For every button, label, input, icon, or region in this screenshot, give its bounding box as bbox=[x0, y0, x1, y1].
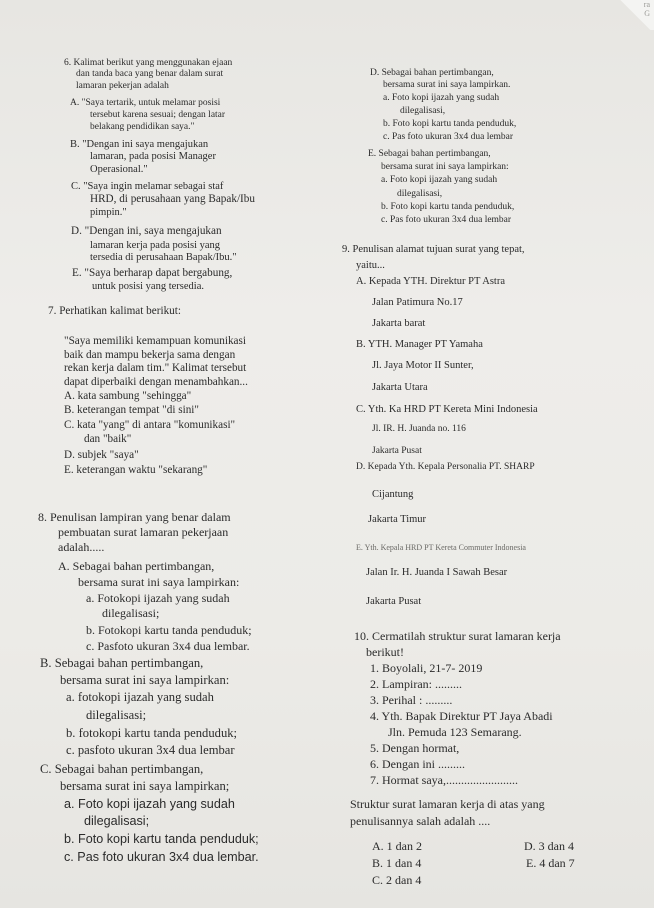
q9-option-a-line: Jakarta barat bbox=[372, 318, 426, 329]
q7-quote-line: "Saya memiliki kemampuan komunikasi bbox=[64, 335, 246, 347]
q10-option-d: D. 3 dan 4 bbox=[524, 839, 574, 853]
q7-quote-line: baik dan mampu bekerja sama dengan bbox=[64, 349, 236, 361]
q9-option-c-line: Jl. IR. H. Juanda no. 116 bbox=[372, 424, 466, 434]
q6-cont-line: dilegalisasi, bbox=[397, 189, 443, 199]
q8-stem-line: adalah..... bbox=[58, 540, 105, 554]
q9-stem-line: 9. Penulisan alamat tujuan surat yang tepat, bbox=[342, 244, 525, 255]
q10-item: 7. Hormat saya,........................ bbox=[370, 773, 518, 787]
q10-question-line: penulisannya salah adalah .... bbox=[350, 814, 491, 828]
q8-option-b-line: dilegalisasi; bbox=[86, 708, 147, 722]
q8-option-a-line: a. Fotokopi ijazah yang sudah bbox=[86, 591, 230, 605]
q6-option-e-line: untuk posisi yang tersedia. bbox=[92, 281, 204, 292]
q10-option-e: E. 4 dan 7 bbox=[526, 856, 575, 870]
q10-option-b: B. 1 dan 4 bbox=[372, 856, 422, 870]
q8-option-a-line: c. Pasfoto ukuran 3x4 dua lembar. bbox=[86, 639, 250, 653]
q7-quote-line: rekan kerja dalam tim." Kalimat tersebut bbox=[64, 362, 247, 374]
q7-stem: 7. Perhatikan kalimat berikut: bbox=[48, 305, 181, 317]
q10-item: 5. Dengan hormat, bbox=[370, 741, 460, 755]
q6-option-b-line: Operasional." bbox=[90, 164, 148, 175]
q8-option-b-line: c. pasfoto ukuran 3x4 dua lembar bbox=[66, 743, 235, 757]
q7-option-e: E. keterangan waktu "sekarang" bbox=[64, 464, 208, 476]
q7-option-a: A. kata sambung "sehingga" bbox=[64, 390, 192, 402]
q6-option-c: C. "Saya ingin melamar sebagai staf bbox=[71, 181, 224, 192]
q9-option-e-line: Jakarta Pusat bbox=[366, 596, 422, 607]
q8-option-c-line: b. Foto kopi kartu tanda penduduk; bbox=[64, 832, 259, 846]
q6-cont-line: bersama surat ini saya lampirkan: bbox=[381, 162, 509, 172]
q10-item: 2. Lampiran: ......... bbox=[370, 677, 462, 691]
q6-stem-line: dan tanda baca yang benar dalam surat bbox=[76, 69, 224, 79]
q6-cont-option-d: D. Sebagai bahan pertimbangan, bbox=[370, 68, 494, 78]
q6-option-e: E. "Saya berharap dapat bergabung, bbox=[72, 267, 233, 279]
q6-stem-line: 6. Kalimat berikut yang menggunakan ejaan bbox=[64, 58, 233, 68]
q6-option-d: D. "Dengan ini, saya mengajukan bbox=[71, 225, 222, 237]
q9-stem-line: yaitu... bbox=[356, 260, 385, 271]
q6-option-d-line: tersedia di perusahaan Bapak/Ibu." bbox=[90, 252, 237, 263]
q7-option-b: B. keterangan tempat "di sini" bbox=[64, 404, 199, 416]
q6-cont-line: c. Pas foto ukuran 3x4 dua lembar bbox=[381, 215, 512, 225]
q6-cont-line: bersama surat ini saya lampirkan. bbox=[383, 80, 511, 90]
q8-option-b: B. Sebagai bahan pertimbangan, bbox=[40, 656, 204, 670]
q6-option-b-line: lamaran, pada posisi Manager bbox=[90, 151, 216, 162]
q6-cont-line: dilegalisasi, bbox=[400, 106, 446, 116]
q6-cont-line: a. Foto kopi ijazah yang sudah bbox=[381, 175, 498, 185]
q8-option-c: C. Sebagai bahan pertimbangan, bbox=[40, 762, 204, 776]
q9-option-a: A. Kepada YTH. Direktur PT Astra bbox=[356, 276, 506, 287]
q10-item: 1. Boyolali, 21-7- 2019 bbox=[370, 661, 483, 675]
q7-option-d: D. subjek "saya" bbox=[64, 449, 139, 461]
q8-option-c-line: a. Foto kopi ijazah yang sudah bbox=[64, 797, 235, 811]
q10-item: 4. Yth. Bapak Direktur PT Jaya Abadi bbox=[370, 709, 553, 723]
q7-quote-line: dapat diperbaiki dengan menambahkan... bbox=[64, 376, 248, 388]
q9-option-e-line: Jalan Ir. H. Juanda I Sawah Besar bbox=[366, 567, 508, 578]
q9-option-b: B. YTH. Manager PT Yamaha bbox=[356, 339, 483, 350]
q10-stem-line: 10. Cermatilah struktur surat lamaran kerja bbox=[354, 629, 561, 643]
q6-option-a-line: belakang pendidikan saya." bbox=[90, 122, 195, 132]
q6-cont-option-e: E. Sebagai bahan pertimbangan, bbox=[368, 149, 491, 159]
q9-option-b-line: Jl. Jaya Motor II Sunter, bbox=[372, 360, 474, 371]
q7-option-c-line: dan "baik" bbox=[84, 433, 132, 445]
q8-option-a-line: bersama surat ini saya lampirkan: bbox=[78, 575, 240, 589]
q10-item: 6. Dengan ini ......... bbox=[370, 757, 465, 771]
q9-option-d-line: Jakarta Timur bbox=[368, 514, 427, 525]
q6-option-a: A. "Saya tertarik, untuk melamar posisi bbox=[70, 98, 221, 108]
q8-option-a-line: dilegalisasi; bbox=[102, 606, 160, 620]
q8-stem-line: 8. Penulisan lampiran yang benar dalam bbox=[38, 510, 231, 524]
q6-option-d-line: lamaran kerja pada posisi yang bbox=[90, 240, 221, 251]
q10-question-line: Struktur surat lamaran kerja di atas yang bbox=[350, 797, 545, 811]
q9-option-a-line: Jalan Patimura No.17 bbox=[372, 297, 463, 308]
q8-option-b-line: bersama surat ini saya lampirkan: bbox=[60, 673, 230, 687]
q9-option-d: D. Kepada Yth. Kepala Personalia PT. SHARP bbox=[356, 462, 535, 472]
q10-option-a: A. 1 dan 2 bbox=[372, 839, 422, 853]
q9-option-c-line: Jakarta Pusat bbox=[372, 446, 422, 456]
q6-option-c-line: HRD, di perusahaan yang Bapak/Ibu bbox=[90, 193, 255, 205]
q8-option-b-line: a. fotokopi ijazah yang sudah bbox=[66, 690, 214, 704]
q8-option-c-line: c. Pas foto ukuran 3x4 dua lembar. bbox=[64, 850, 259, 864]
q6-cont-line: c. Pas foto ukuran 3x4 dua lembar bbox=[383, 132, 514, 142]
q6-option-a-line: tersebut karena sesuai; dengan latar bbox=[90, 110, 226, 120]
q6-cont-line: a. Foto kopi ijazah yang sudah bbox=[383, 93, 500, 103]
q10-item: 3. Perihal : ......... bbox=[370, 693, 453, 707]
q10-stem-line: berikut! bbox=[366, 645, 404, 659]
q8-option-a-line: b. Fotokopi kartu tanda penduduk; bbox=[86, 623, 252, 637]
q9-option-c: C. Yth. Ka HRD PT Kereta Mini Indonesia bbox=[356, 404, 538, 415]
q8-stem-line: pembuatan surat lamaran pekerjaan bbox=[58, 525, 229, 539]
q10-item-line: Jln. Pemuda 123 Semarang. bbox=[388, 725, 522, 739]
q7-option-c: C. kata "yang" di antara "komunikasi" bbox=[64, 419, 236, 431]
q8-option-c-line: bersama surat ini saya lampirkan; bbox=[60, 779, 230, 793]
q6-cont-line: b. Foto kopi kartu tanda penduduk, bbox=[383, 119, 517, 129]
page-corner: ra G bbox=[610, 0, 654, 30]
q6-option-c-line: pimpin." bbox=[90, 207, 127, 218]
q9-option-d-line: Cijantung bbox=[372, 489, 414, 500]
q8-option-a: A. Sebagai bahan pertimbangan, bbox=[58, 559, 215, 573]
q6-option-b: B. "Dengan ini saya mengajukan bbox=[70, 139, 209, 150]
q8-option-b-line: b. fotokopi kartu tanda penduduk; bbox=[66, 726, 238, 740]
q10-option-c: C. 2 dan 4 bbox=[372, 873, 422, 887]
q6-cont-line: b. Foto kopi kartu tanda penduduk, bbox=[381, 202, 515, 212]
q8-option-c-line: dilegalisasi; bbox=[84, 814, 150, 828]
q9-option-e: E. Yth. Kepala HRD PT Kereta Commuter Indonesia bbox=[356, 543, 526, 552]
q9-option-b-line: Jakarta Utara bbox=[372, 382, 428, 393]
q6-stem-line: lamaran pekerjan adalah bbox=[76, 81, 169, 91]
